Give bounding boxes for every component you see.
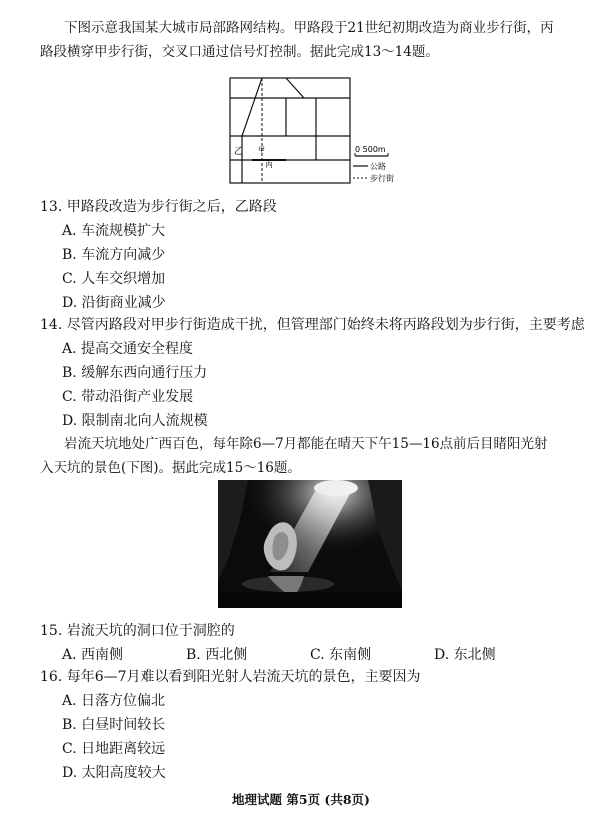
intro-2-line-2: 入天坑的景色(下图)。据此完成15～16题。: [40, 460, 301, 476]
question-16-stem: 16. 每年6—7月难以看到阳光射人岩流天坑的景色，主要因为: [40, 669, 421, 685]
intro-2-line-1: 岩流天坑地处广西百色，每年除6—7月都能在晴天下午15—16点前后目睹阳光射: [64, 436, 548, 452]
question-14-option-c[interactable]: C. 带动沿街产业发展: [62, 389, 194, 405]
question-15-option-d[interactable]: D. 东北侧: [434, 647, 496, 663]
question-14-option-a[interactable]: A. 提高交通安全程度: [62, 341, 194, 357]
road-diag-right: [286, 78, 304, 98]
cave-sunlight-photo: [218, 480, 402, 608]
intro-passage-1: [40, 16, 580, 64]
map-label-bing: 丙: [265, 160, 273, 169]
question-15-option-b[interactable]: B. 西北侧: [186, 647, 248, 663]
road-network-map: [228, 76, 408, 188]
question-14-stem: 14. 尽管丙路段对甲步行街造成干扰，但管理部门始终未将丙路段划为步行街，主要考虑: [40, 317, 585, 333]
question-13-option-c[interactable]: C. 人车交织增加: [62, 271, 166, 287]
question-15-option-c[interactable]: C. 东南侧: [310, 647, 372, 663]
question-14-option-b[interactable]: B. 缓解东西向通行压力: [62, 365, 208, 381]
intro-1-line-1: 下图示意我国某大城市局部路网结构。甲路段于21世纪初期改造为商业步行街，丙: [64, 20, 554, 36]
question-15-options: [62, 644, 542, 666]
map-label-yi: 乙: [234, 147, 244, 157]
question-16-option-a[interactable]: A. 日落方位偏北: [62, 693, 166, 709]
question-16-option-c[interactable]: C. 日地距离较远: [62, 741, 166, 757]
legend-pedestrian-label: 步行街: [370, 174, 394, 183]
map-label-jia: 甲: [258, 146, 265, 154]
legend-road-label: 公路: [370, 162, 386, 171]
question-16-option-d[interactable]: D. 太阳高度较大: [62, 765, 166, 781]
map-scale-label: 0 500m: [355, 145, 386, 154]
intro-passage-2: [40, 432, 580, 480]
question-14-option-d[interactable]: D. 限制南北向人流规模: [62, 413, 208, 429]
question-15-stem: 15. 岩流天坑的洞口位于洞腔的: [40, 623, 235, 639]
intro-1-line-2: 路段横穿甲步行街，交叉口通过信号灯控制。据此完成13～14题。: [40, 44, 439, 60]
map-frame: [230, 78, 350, 183]
page-footer: 地理试题 第5页 (共8页): [232, 792, 370, 807]
question-15-option-a[interactable]: A. 西南侧: [62, 647, 124, 663]
question-13-stem: 13. 甲路段改造为步行街之后，乙路段: [40, 199, 277, 215]
question-13-option-d[interactable]: D. 沿街商业减少: [62, 295, 166, 311]
road-diag-left: [242, 78, 262, 136]
question-16-option-b[interactable]: B. 白昼时间较长: [62, 717, 166, 733]
question-13-option-a[interactable]: A. 车流规模扩大: [62, 223, 166, 239]
question-13-option-b[interactable]: B. 车流方向减少: [62, 247, 166, 263]
